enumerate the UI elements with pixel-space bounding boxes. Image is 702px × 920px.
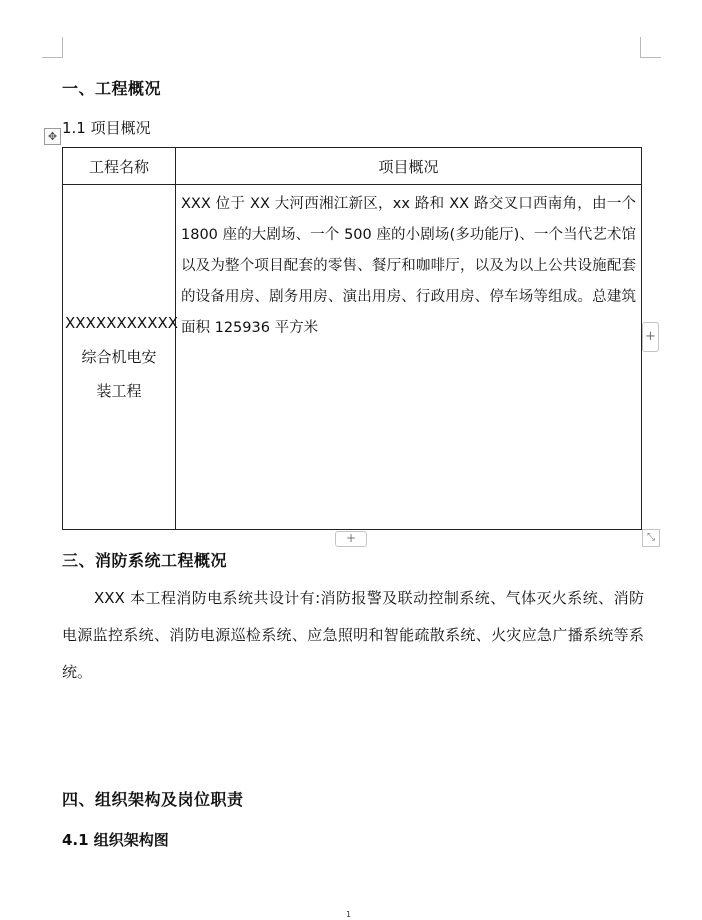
- section-heading-organization[interactable]: 四、组织架构及岗位职责: [62, 790, 244, 809]
- subheading-project-summary[interactable]: 1.1 项目概况: [62, 119, 151, 137]
- table-header-row: [63, 148, 642, 185]
- subheading-org-chart[interactable]: 4.1 组织架构图: [62, 831, 169, 849]
- section-heading-fire-system[interactable]: 三、消防系统工程概况: [62, 551, 228, 570]
- project-name-line: XXXXXXXXXXX: [65, 314, 179, 332]
- project-name-line: 综合机电安: [81, 348, 157, 366]
- add-row-button[interactable]: +: [335, 531, 367, 547]
- project-info-table[interactable]: [62, 147, 642, 530]
- header-project-name[interactable]: 工程名称: [63, 148, 176, 185]
- page-number: 1: [346, 910, 352, 919]
- table-move-handle-icon[interactable]: ✥: [44, 128, 61, 145]
- project-name-line: 装工程: [96, 382, 142, 400]
- table-resize-handle-icon[interactable]: ⤡: [642, 529, 660, 547]
- table-row: [63, 185, 642, 530]
- section-heading-project-overview[interactable]: 一、工程概况: [62, 79, 162, 98]
- page-corner-mark-top-left: [42, 37, 63, 58]
- project-description-cell[interactable]: XXX 位于 XX 大河西湘江新区，xx 路和 XX 路交叉口西南角，由一个 1800 座的大剧场、一个 500 座的小剧场(多功能厅)、一个当代艺术馆以及为整个项目配套的零售、餐厅和咖啡厅，以及为以上公共设施配套的设备用房、剧务用房、演出用房、行政用房、停车场等组成。总建筑面积 125936 平方米: [176, 185, 642, 530]
- add-column-button[interactable]: +: [642, 322, 659, 352]
- project-name-cell[interactable]: [63, 185, 179, 530]
- fire-system-paragraph[interactable]: XXX 本工程消防电系统共设计有:消防报警及联动控制系统、气体灭火系统、消防电源监控系统、消防电源巡检系统、应急照明和智能疏散系统、火灾应急广播系统等系统。: [62, 589, 644, 681]
- page-corner-mark-top-right: [640, 37, 661, 58]
- header-project-overview[interactable]: 项目概况: [176, 148, 642, 185]
